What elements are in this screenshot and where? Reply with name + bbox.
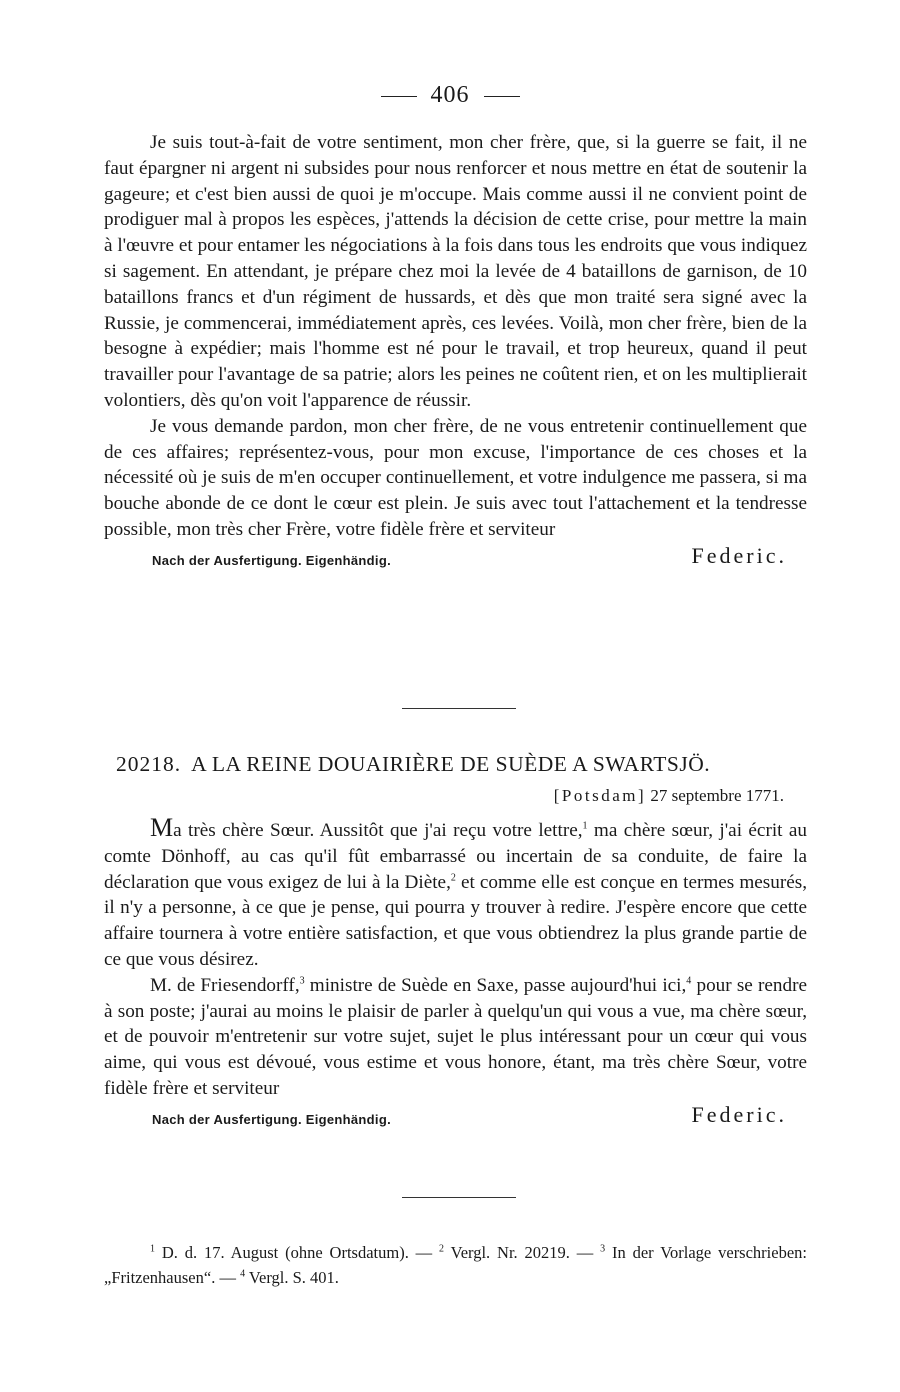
letter-1-paragraph-2: Je vous demande pardon, mon cher frère, de ne vous entretenir continuellement que de ces affaires; représentez-vous, pour mon excuse, l'importance de ces choses et la nécessité où je suis de m'en occuper continuellement, et votre indulgence me passera, si ma bouche abonde de ce dont le cœur est plein. Je suis avec tout l'attachement et la tendresse possible, mon très cher Frère, votre fidèle frère et serviteur — [104, 415, 807, 540]
letter-2-paragraph-1-part-b: ma chère sœur, j'ai écrit au comte Dönhoff, au cas qu'il fût embarrassé ou incertain de sa conduite, de faire la déclaration que vous exigez de lui à la Diète, — [104, 820, 808, 893]
letter-1-source-line — [104, 543, 807, 573]
footnote-marker-3: 3 — [600, 1243, 606, 1255]
footnote-divider — [402, 1197, 516, 1198]
letter-2-paragraph-2 — [104, 973, 807, 1102]
footnote-marker-2: 2 — [439, 1243, 445, 1255]
letter-2-paragraph-2-part-a: M. de Friesendorff, — [150, 974, 300, 996]
letter-2-date: 27 septembre 1771. — [650, 786, 784, 805]
page-number — [0, 82, 900, 109]
footnote-4: Vergl. S. 401. — [245, 1268, 339, 1287]
letter-2-source-line — [104, 1102, 807, 1132]
footnote-1: D. d. 17. August (ohne Ortsdatum). — — [155, 1243, 440, 1262]
letter-2-paragraph-2-part-c: pour se rendre à son poste; j'aurai au moins le plaisir de parler à quelqu'un qui vous a vue, ma chère sœur, et de pouvoir m'entretenir sur votre sujet, sujet le plus intéressant pour un cœur qui vous aime, qui vous est dévoué, vous estime et vous honore, étant, ma très chère Sœur, votre fidèle frère et serviteur — [104, 974, 807, 1099]
footnote-2: Vergl. Nr. 20219. — — [444, 1243, 601, 1262]
page-number-value: 406 — [430, 82, 470, 108]
page-number-right-dash — [484, 96, 520, 97]
section-divider — [402, 708, 516, 709]
footnotes — [104, 1240, 807, 1290]
letter-2-paragraph-1 — [104, 815, 807, 973]
footnote-3: In der Vorlage verschrieben: „Fritzenhausen“. — — [104, 1243, 807, 1287]
letter-2-paragraph-1-part-c: et comme elle est conçue en termes mesurés, il n'y a personne, à ce que je pense, qui pourra y trouver à redire. J'espère encore que cette affaire tournera à votre entière satisfaction, et que vous obtiendrez la plus grande partie de ce que vous désirez. — [104, 871, 808, 970]
letter-1-paragraph-1: Je suis tout-à-fait de votre sentiment, mon cher frère, que, si la guerre se fait, il ne faut épargner ni argent ni subsides pour nous renforcer et nous mettre en état de soutenir la gageure; et c'est bien aussi de quoi je m'occupe. Mais comme aussi il ne convient point de prodiguer mal à propos les espèces, j'attends la décision de cette crise, pour mettre la main à l'œuvre et pour entamer les négociations à la fois dans tous les endroits que vous indiquez si sagement. En attendant, je prépare chez moi la levée de 4 bataillons de garnison, de 10 bataillons francs et d'un régiment de hussards, et dès que mon traité sera signé avec la Russie, je commencerai, immédiatement après, ces levées. Voilà, mon cher frère, bien de la besogne à expédier; mais l'homme est né pour le travail, et trop heureux, quand il peut travailler pour l'avantage de sa patrie; alors les peines ne coûtent rien, et on les multiplierait volontiers, dès qu'on voit l'apparence de réussir. — [104, 132, 807, 411]
letter-2-body — [104, 815, 807, 1132]
footnote-ref-3: 3 — [299, 975, 305, 987]
footnote-marker-4: 4 — [240, 1268, 246, 1280]
footnote-text — [104, 1240, 807, 1290]
page-number-left-dash — [381, 96, 417, 97]
letter-1-body — [104, 130, 807, 573]
letter-2-initial: M — [150, 813, 174, 842]
letter-2-signature: Federic. — [691, 1101, 787, 1127]
letter-2-paragraph-1-part-a: a très chère Sœur. Aussitôt que j'ai reçu votre lettre, — [173, 820, 583, 841]
letter-2-title: A LA REINE DOUAIRIÈRE DE SUÈDE A SWARTSJÖ. — [191, 752, 711, 776]
footnote-ref-4: 4 — [686, 975, 692, 987]
letter-2-number: 20218. — [116, 752, 182, 776]
footnote-ref-2: 2 — [450, 872, 456, 884]
letter-1-signature: Federic. — [691, 542, 787, 568]
footnote-ref-1: 1 — [582, 820, 588, 832]
letter-2-source-note: Nach der Ausfertigung. Eigenhändig. — [152, 1111, 391, 1127]
letter-1-source-note: Nach der Ausfertigung. Eigenhändig. — [152, 552, 391, 568]
letter-2-dateline — [554, 786, 784, 806]
footnote-marker-1: 1 — [150, 1243, 155, 1255]
letter-2-paragraph-2-part-b: ministre de Suède en Saxe, passe aujourd'hui ici, — [304, 974, 687, 996]
letter-2-place: [Potsdam] — [553, 786, 647, 805]
letter-2-heading — [116, 752, 816, 777]
